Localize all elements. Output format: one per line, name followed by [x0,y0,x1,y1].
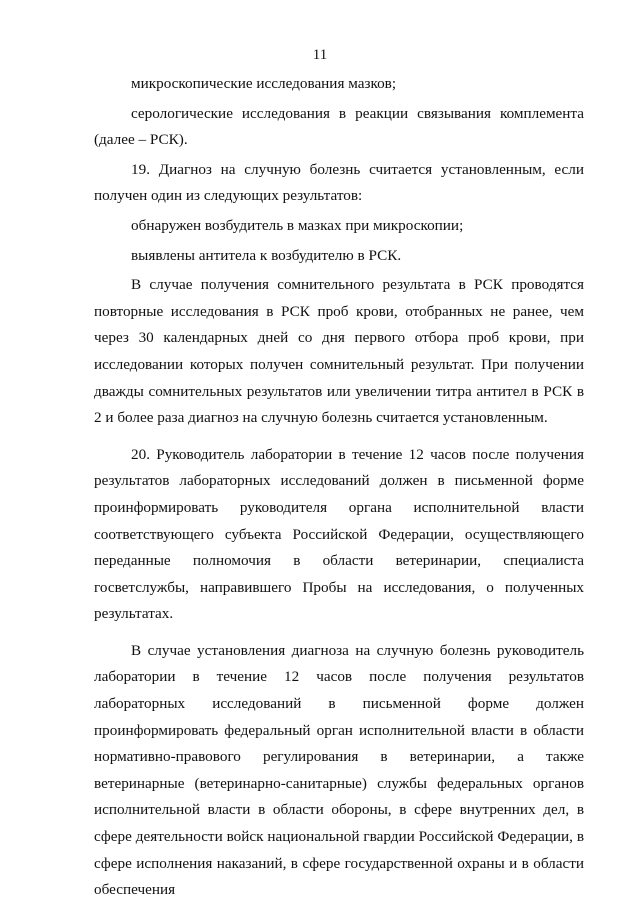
paragraph-diagnosis-established: В случае установления диагноза на случную болезнь руководитель лаборатории в течение 12 часов после получения результатов лабораторных исследований в письменной форме должен проинформировать федеральный орган исполнительной власти в области нормативно-правового регулирования в ветеринарии, а также ветеринарные (ветеринарно-санитарные) службы федеральных органов исполнительной власти в области обороны, в сфере внутренних дел, в сфере деятельности войск национальной гвардии Российской Федерации, в сфере исполнения наказаний, в сфере государственной охраны и в области обеспечения [94,641,584,899]
paragraph-microscopy: микроскопические исследования мазков; [131,75,397,92]
paragraph-pathogen-found: обнаружен возбудитель в мазках при микроскопии; [131,216,464,234]
paragraph-lab-head-20: 20. Руководитель лаборатории в течение 12 часов после получения результатов лабораторных исследований должен в письменной форме проинформировать руководителя органа исполнительной власти соответствующего субъекта Российской Федерации, осуществляющего переданные полномочия в области ветеринарии, специалиста госветслужбы, направившего Пробы на исследования, о полученных результатах. [94,445,584,623]
page-number: 11 [312,47,328,63]
document-body [94,71,584,904]
paragraph-doubtful-result: В случае получения сомнительного результата в РСК проводятся повторные исследования в РСК проб крови, отобранных не ранее, чем через 30 календарных дней со дня первого отбора проб крови, при исследовании которых получен сомнительный результат. При получении дважды сомнительных результатов или увеличении титра антител в РСК в 2 и более раза диагноз на случную болезнь считается установленным. [94,276,584,427]
paragraph-diagnosis-19: 19. Диагноз на случную болезнь считается установленным, если получен один из следующих результатов: [94,160,584,205]
paragraph-antibodies-found: выявлены антитела к возбудителю в РСК. [131,246,402,264]
paragraph-serology: серологические исследования в реакции связывания комплемента (далее – РСК). [94,104,584,149]
